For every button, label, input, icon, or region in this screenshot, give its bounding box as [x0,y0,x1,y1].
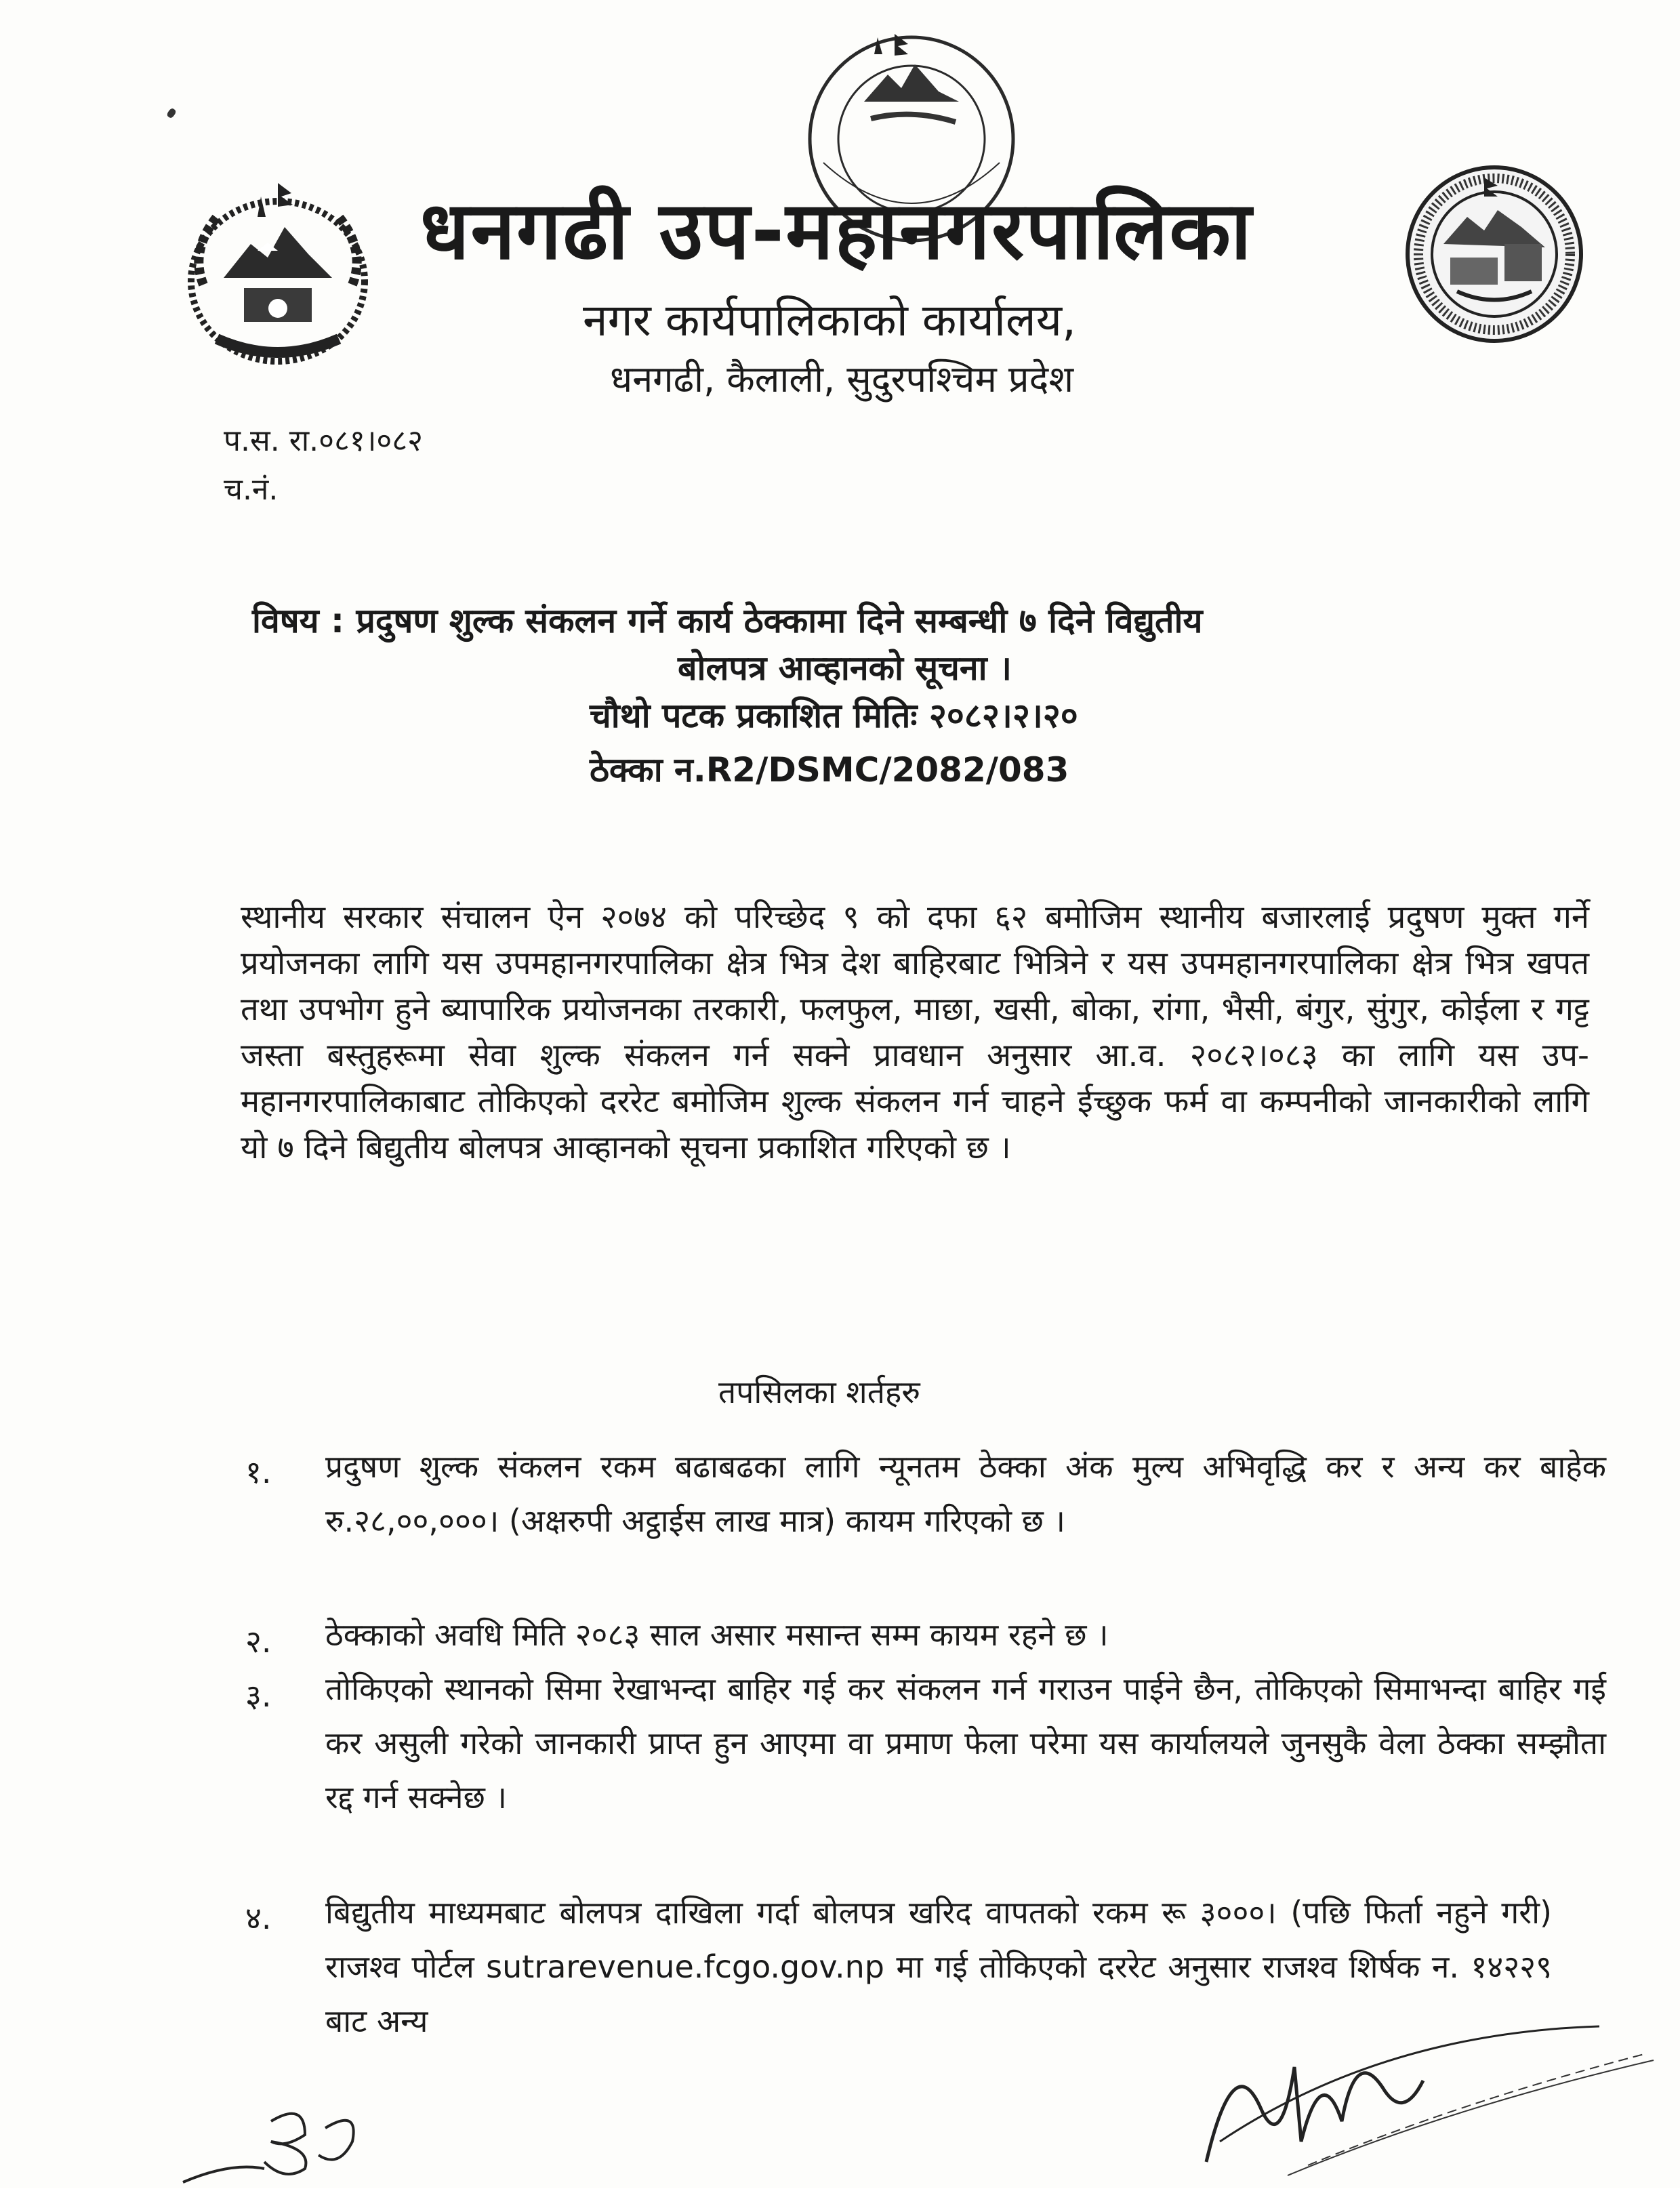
condition-number: ३. [245,1677,272,1714]
office-name: नगर कार्यपालिकाको कार्यालय, [583,294,1076,346]
subject-line: विषय : प्रदुषण शुल्क संकलन गर्ने कार्य ठेक्कामा दिने सम्बन्धी ७ दिने विद्युतीय [252,601,1203,640]
condition-number: १. [245,1454,272,1490]
condition-text: बिद्युतीय माध्यमबाट बोलपत्र दाखिला गर्दा बोलपत्र खरिद वापतको रकम रू ३०००। (पछि फिर्ता नहुने गरी) राजश्व पोर्टल sutrarevenue.fcgo.gov.np मा गई तोकिएको दररेट अनुसार राजश्व शिर्षक न. १४२२९ बाट अन्य [325,1894,1552,2039]
municipality-title: धनगढी उप-महानगरपालिका [420,184,1253,277]
condition-number: २. [245,1623,272,1660]
conditions-heading: तपसिलका शर्तहरु [718,1374,920,1410]
notice-body: स्थानीय सरकार संचालन ऐन २०७४ को परिच्छेद ९ को दफा ६२ बमोजिम स्थानीय बजारलाई प्रदुषण मुक्त गर्ने प्रयोजनका लागि यस उपमहानगरपालिका क्षेत्र भित्र देश बाहिरबाट भित्रिने र यस उपमहानगरपालिका क्षेत्र भित्र खपत तथा उपभोग हुने ब्यापारिक प्रयोजनका तरकारी, फलफुल, माछा, खसी, बोका, रांगा, भैसी, बंगुर, सुंगुर, कोईला र गट्ट जस्ता बस्तुहरूमा सेवा शुल्क संकलन गर्न सक्ने प्रावधान अनुसार आ.व. २०८२।०८३ का लागि यस उप-महानगरपालिकाबाट तोकिएको दररेट बमोजिम शुल्क संकलन गर्न चाहने ईच्छुक फर्म वा कम्पनीको जानकारीको लागि यो ७ दिने बिद्युतीय बोलपत्र आव्हानको सूचना प्रकाशित गरिएको छ । [241,899,1589,1166]
patra-sankhya: प.स. रा.०८१।०८२ [224,424,424,458]
nepal-emblem-icon [176,169,380,373]
publication-date: चौथो पटक प्रकाशित मितिः २०८२।२।२० [590,696,1078,735]
office-address: धनगढी, कैलाली, सुदुरपश्चिम प्रदेश [610,358,1074,401]
chalani-number: च.नं. [224,472,279,507]
contract-number: ठेक्का न.R2/DSMC/2082/083 [590,750,1069,790]
condition-number: ४. [245,1900,272,1936]
condition-text: ठेक्काको अवधि मिति २०८३ साल असार मसान्त सम्म कायम रहने छ । [325,1616,1109,1653]
ink-speck [166,107,177,119]
condition-text: प्रदुषण शुल्क संकलन रकम बढाबढका लागि न्यूनतम ठेक्का अंक मुल्य अभिवृद्धि कर र अन्य कर बाहेक रु.२८,००,०००। (अक्षरुपी अट्ठाईस लाख मात्र) कायम गरिएको छ । [325,1448,1606,1539]
subject-line: बोलपत्र आव्हानको सूचना । [678,649,1012,688]
officer-signature-icon [1179,2006,1667,2182]
condition-text: तोकिएको स्थानको सिमा रेखाभन्दा बाहिर गई कर संकलन गर्न गराउन पाईने छैन, तोकिएको सिमाभन्दा बाहिर गई कर असुली गरेको जानकारी प्राप्त हुन आएमा वा प्रमाण फेला परेमा यस कार्यालयले जुनसुकै वेला ठेक्का सम्झौता रद्द गर्न सक्नेछ । [325,1671,1606,1816]
municipality-seal-icon [1403,163,1586,346]
initials-signature-icon [169,2087,380,2189]
